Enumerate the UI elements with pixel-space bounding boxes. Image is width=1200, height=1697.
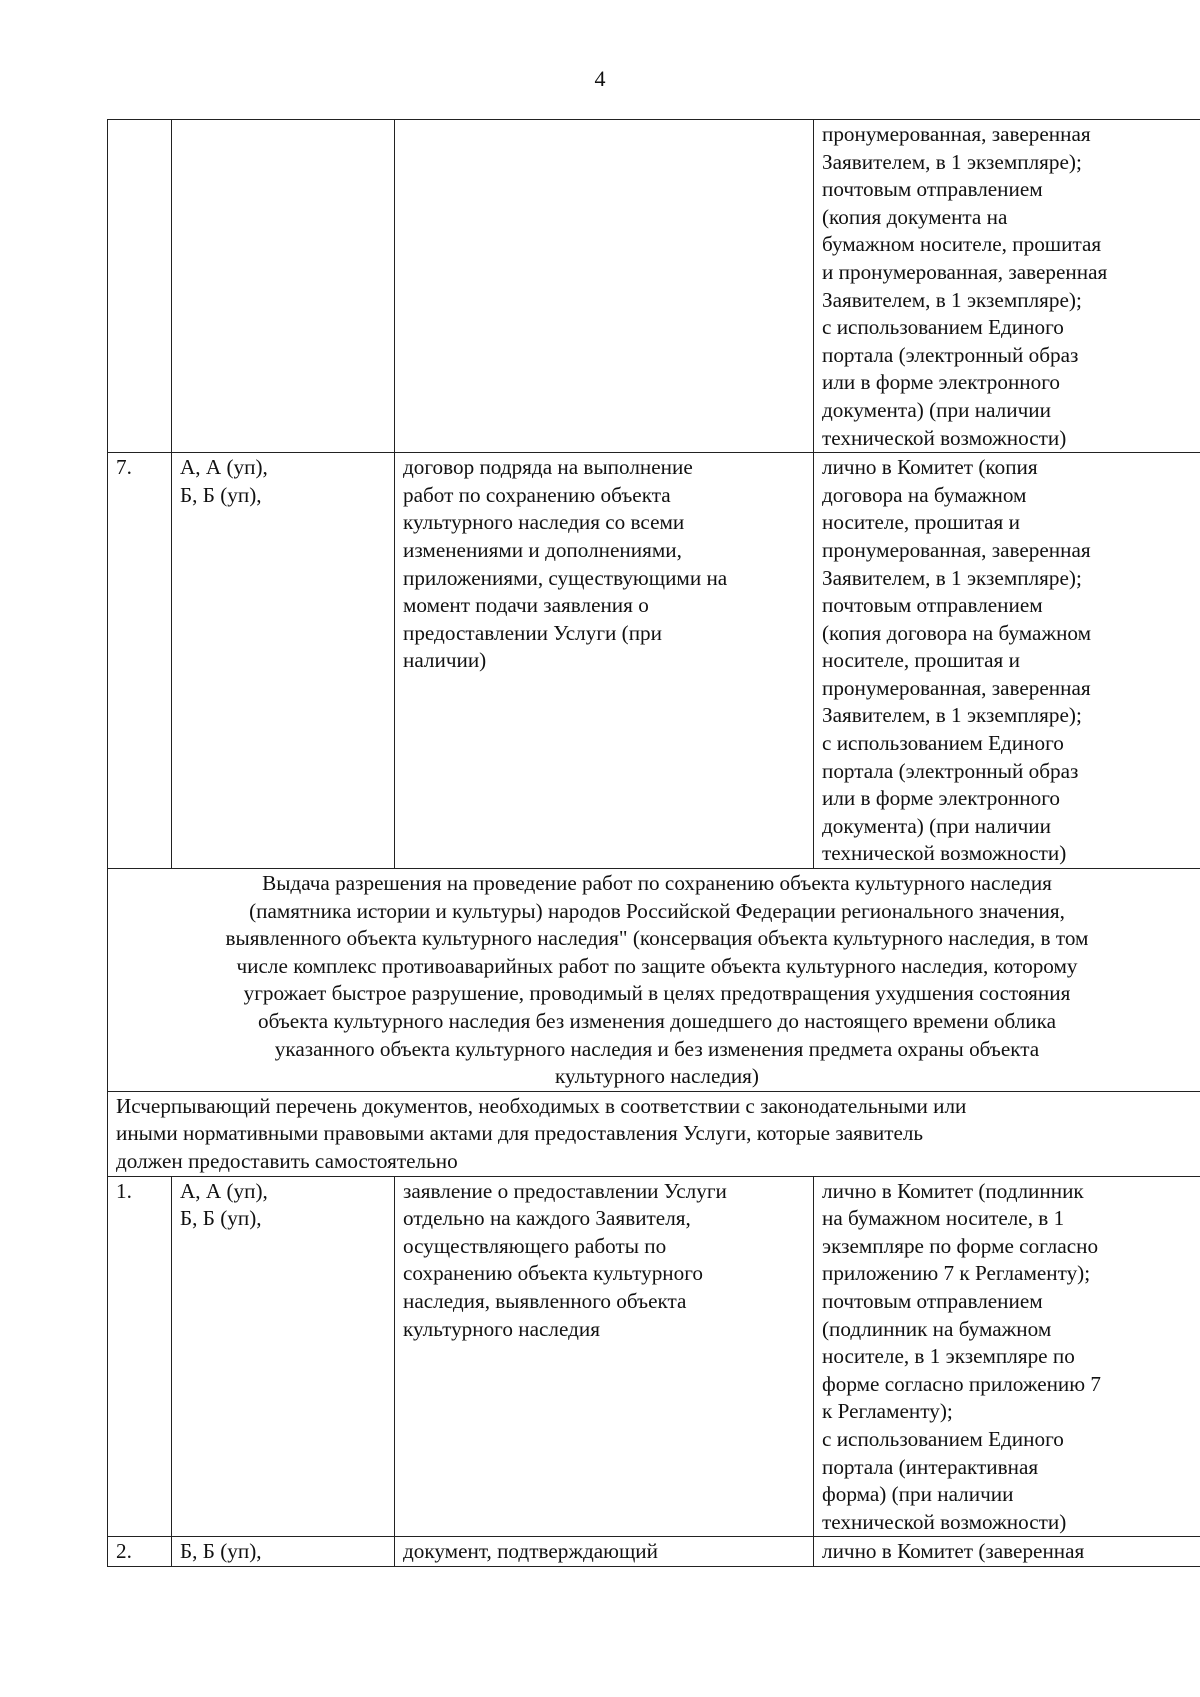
section-intro-line: должен предоставить самостоятельно (116, 1148, 458, 1173)
section-title-line: культурного наследия) (554, 1064, 759, 1089)
submission-method-line: на бумажном носителе, в 1 (822, 1206, 1065, 1231)
section-title-line: (памятника истории и культуры) народов Российской Федерации регионального значения, (249, 898, 1065, 923)
row-number: 1. (108, 1176, 172, 1537)
document-description-line: культурного наследия (403, 1316, 600, 1341)
document-description-line: культурного наследия со всеми (403, 510, 685, 535)
section-intro-line: Исчерпывающий перечень документов, необходимых в соответствии с законодательными или (116, 1093, 967, 1118)
submission-method-line: документа) (при наличии (822, 397, 1051, 422)
document-description (395, 1537, 814, 1567)
applicant-category-line: А, А (уп), (180, 1178, 268, 1203)
submission-method (814, 1176, 1200, 1537)
submission-method-line: к Регламенту); (822, 1399, 953, 1424)
section-intro-row (108, 1091, 1200, 1176)
applicant-categories (172, 1537, 395, 1567)
section-intro (108, 1091, 1200, 1176)
applicant-categories (172, 1176, 395, 1537)
document-description-line: предоставлении Услуги (при (403, 620, 662, 645)
submission-method-line: экземпляре по форме согласно (822, 1233, 1099, 1258)
submission-method-line: почтовым отправлением (822, 177, 1043, 202)
submission-method-line: (копия документа на (822, 204, 1008, 229)
section-title-line: Выдача разрешения на проведение работ по сохранению объекта культурного наследия (262, 871, 1052, 896)
submission-method-line: технической возможности) (822, 841, 1067, 866)
applicant-category-line: А, А (уп), (180, 455, 268, 480)
document-description (395, 453, 814, 869)
document-description-line: отдельно на каждого Заявителя, (403, 1206, 691, 1231)
document-description-line: осуществляющего работы по (403, 1233, 667, 1258)
applicant-category-line: Б, Б (уп), (180, 1539, 262, 1564)
submission-method-line: пронумерованная, заверенная (822, 675, 1091, 700)
row-number: 2. (108, 1537, 172, 1567)
submission-method-line: бумажном носителе, прошитая (822, 232, 1102, 257)
section-header (108, 869, 1200, 1177)
row-number (108, 120, 172, 453)
submission-method-line: или в форме электронного (822, 786, 1060, 811)
document-description (395, 120, 814, 453)
submission-method-line: (копия договора на бумажном (822, 620, 1092, 645)
submission-method-line: портала (интерактивная (822, 1454, 1039, 1479)
document-description-line: момент подачи заявления о (403, 593, 649, 618)
table-row (108, 1537, 1200, 1567)
section-title (108, 869, 1200, 1092)
submission-method-line: Заявителем, в 1 экземпляре); (822, 287, 1082, 312)
submission-method-line: почтовым отправлением (822, 1288, 1043, 1313)
row-number: 7. (108, 453, 172, 869)
documents-table (107, 119, 1200, 1567)
submission-method-line: и пронумерованная, заверенная (822, 259, 1108, 284)
document-description-line: договор подряда на выполнение (403, 455, 693, 480)
applicant-categories (172, 120, 395, 453)
submission-method (814, 453, 1200, 869)
table-row (108, 453, 1200, 869)
submission-method-line: форма) (при наличии (822, 1482, 1014, 1507)
document-description-line: приложениями, существующими на (403, 565, 728, 590)
page-number: 4 (594, 66, 606, 91)
submission-method-line: пронумерованная, заверенная (822, 537, 1091, 562)
submission-method-line: портала (электронный образ (822, 342, 1079, 367)
document-description-line: наличии) (403, 648, 487, 673)
document-description-line: сохранению объекта культурного (403, 1261, 703, 1286)
submission-method-line: форме согласно приложению 7 (822, 1371, 1101, 1396)
submission-method-line: носителе, прошитая и (822, 510, 1020, 535)
submission-method-line: носителе, прошитая и (822, 648, 1020, 673)
submission-method-line: пронумерованная, заверенная (822, 122, 1091, 146)
section-title-line: объекта культурного наследия без изменения дошедшего до настоящего времени облика (258, 1009, 1056, 1033)
document-description-line: заявление о предоставлении Услуги (403, 1178, 727, 1203)
submission-method-line: или в форме электронного (822, 370, 1060, 395)
submission-method-line: приложению 7 к Регламенту); (822, 1261, 1091, 1286)
submission-method-line: лично в Комитет (подлинник (822, 1178, 1084, 1203)
applicant-category-line: Б, Б (уп), (180, 482, 262, 507)
section-title-line: указанного объекта культурного наследия и без изменения предмета охраны объекта (274, 1036, 1040, 1061)
section-title-line: угрожает быстрое разрушение, проводимый в целях предотвращения ухудшения состояния (243, 981, 1071, 1006)
applicant-category-line: Б, Б (уп), (180, 1206, 262, 1231)
section-title-row (108, 869, 1200, 1092)
submission-method-line: договора на бумажном (822, 482, 1027, 507)
submission-method (814, 1537, 1200, 1567)
applicant-categories (172, 453, 395, 869)
document-description-line: документ, подтверждающий (403, 1539, 658, 1564)
submission-method-line: технической возможности) (822, 1509, 1067, 1534)
submission-method-line: носителе, в 1 экземпляре по (822, 1344, 1075, 1369)
submission-method-line: почтовым отправлением (822, 593, 1043, 618)
submission-method-line: с использованием Единого (822, 731, 1064, 756)
rows-top (108, 120, 1200, 869)
section-intro-line: иными нормативными правовыми актами для предоставления Услуги, которые заявитель (116, 1121, 924, 1146)
submission-method-line: (подлинник на бумажном (822, 1316, 1052, 1341)
submission-method-line: Заявителем, в 1 экземпляре); (822, 703, 1082, 728)
document-description-line: наследия, выявленного объекта (403, 1288, 687, 1313)
submission-method-line: лично в Комитет (заверенная (822, 1539, 1085, 1564)
submission-method (814, 120, 1200, 453)
table-row (108, 1176, 1200, 1537)
document-description (395, 1176, 814, 1537)
table-row (108, 120, 1200, 453)
submission-method-line: Заявителем, в 1 экземпляре); (822, 149, 1082, 174)
rows-bottom (108, 1176, 1200, 1566)
document-description-line: работ по сохранению объекта (403, 482, 671, 507)
section-title-line: числе комплекс противоаварийных работ по защите объекта культурного наследия, которому (236, 953, 1078, 978)
submission-method-line: портала (электронный образ (822, 758, 1079, 783)
submission-method-line: лично в Комитет (копия (822, 455, 1038, 480)
submission-method-line: технической возможности) (822, 425, 1067, 450)
submission-method-line: с использованием Единого (822, 315, 1064, 340)
submission-method-line: Заявителем, в 1 экземпляре); (822, 565, 1082, 590)
section-title-line: выявленного объекта культурного наследия" (консервация объекта культурного наследия, в том (225, 926, 1089, 951)
document-description-line: изменениями и дополнениями, (403, 537, 682, 562)
submission-method-line: с использованием Единого (822, 1426, 1064, 1451)
submission-method-line: документа) (при наличии (822, 813, 1051, 838)
